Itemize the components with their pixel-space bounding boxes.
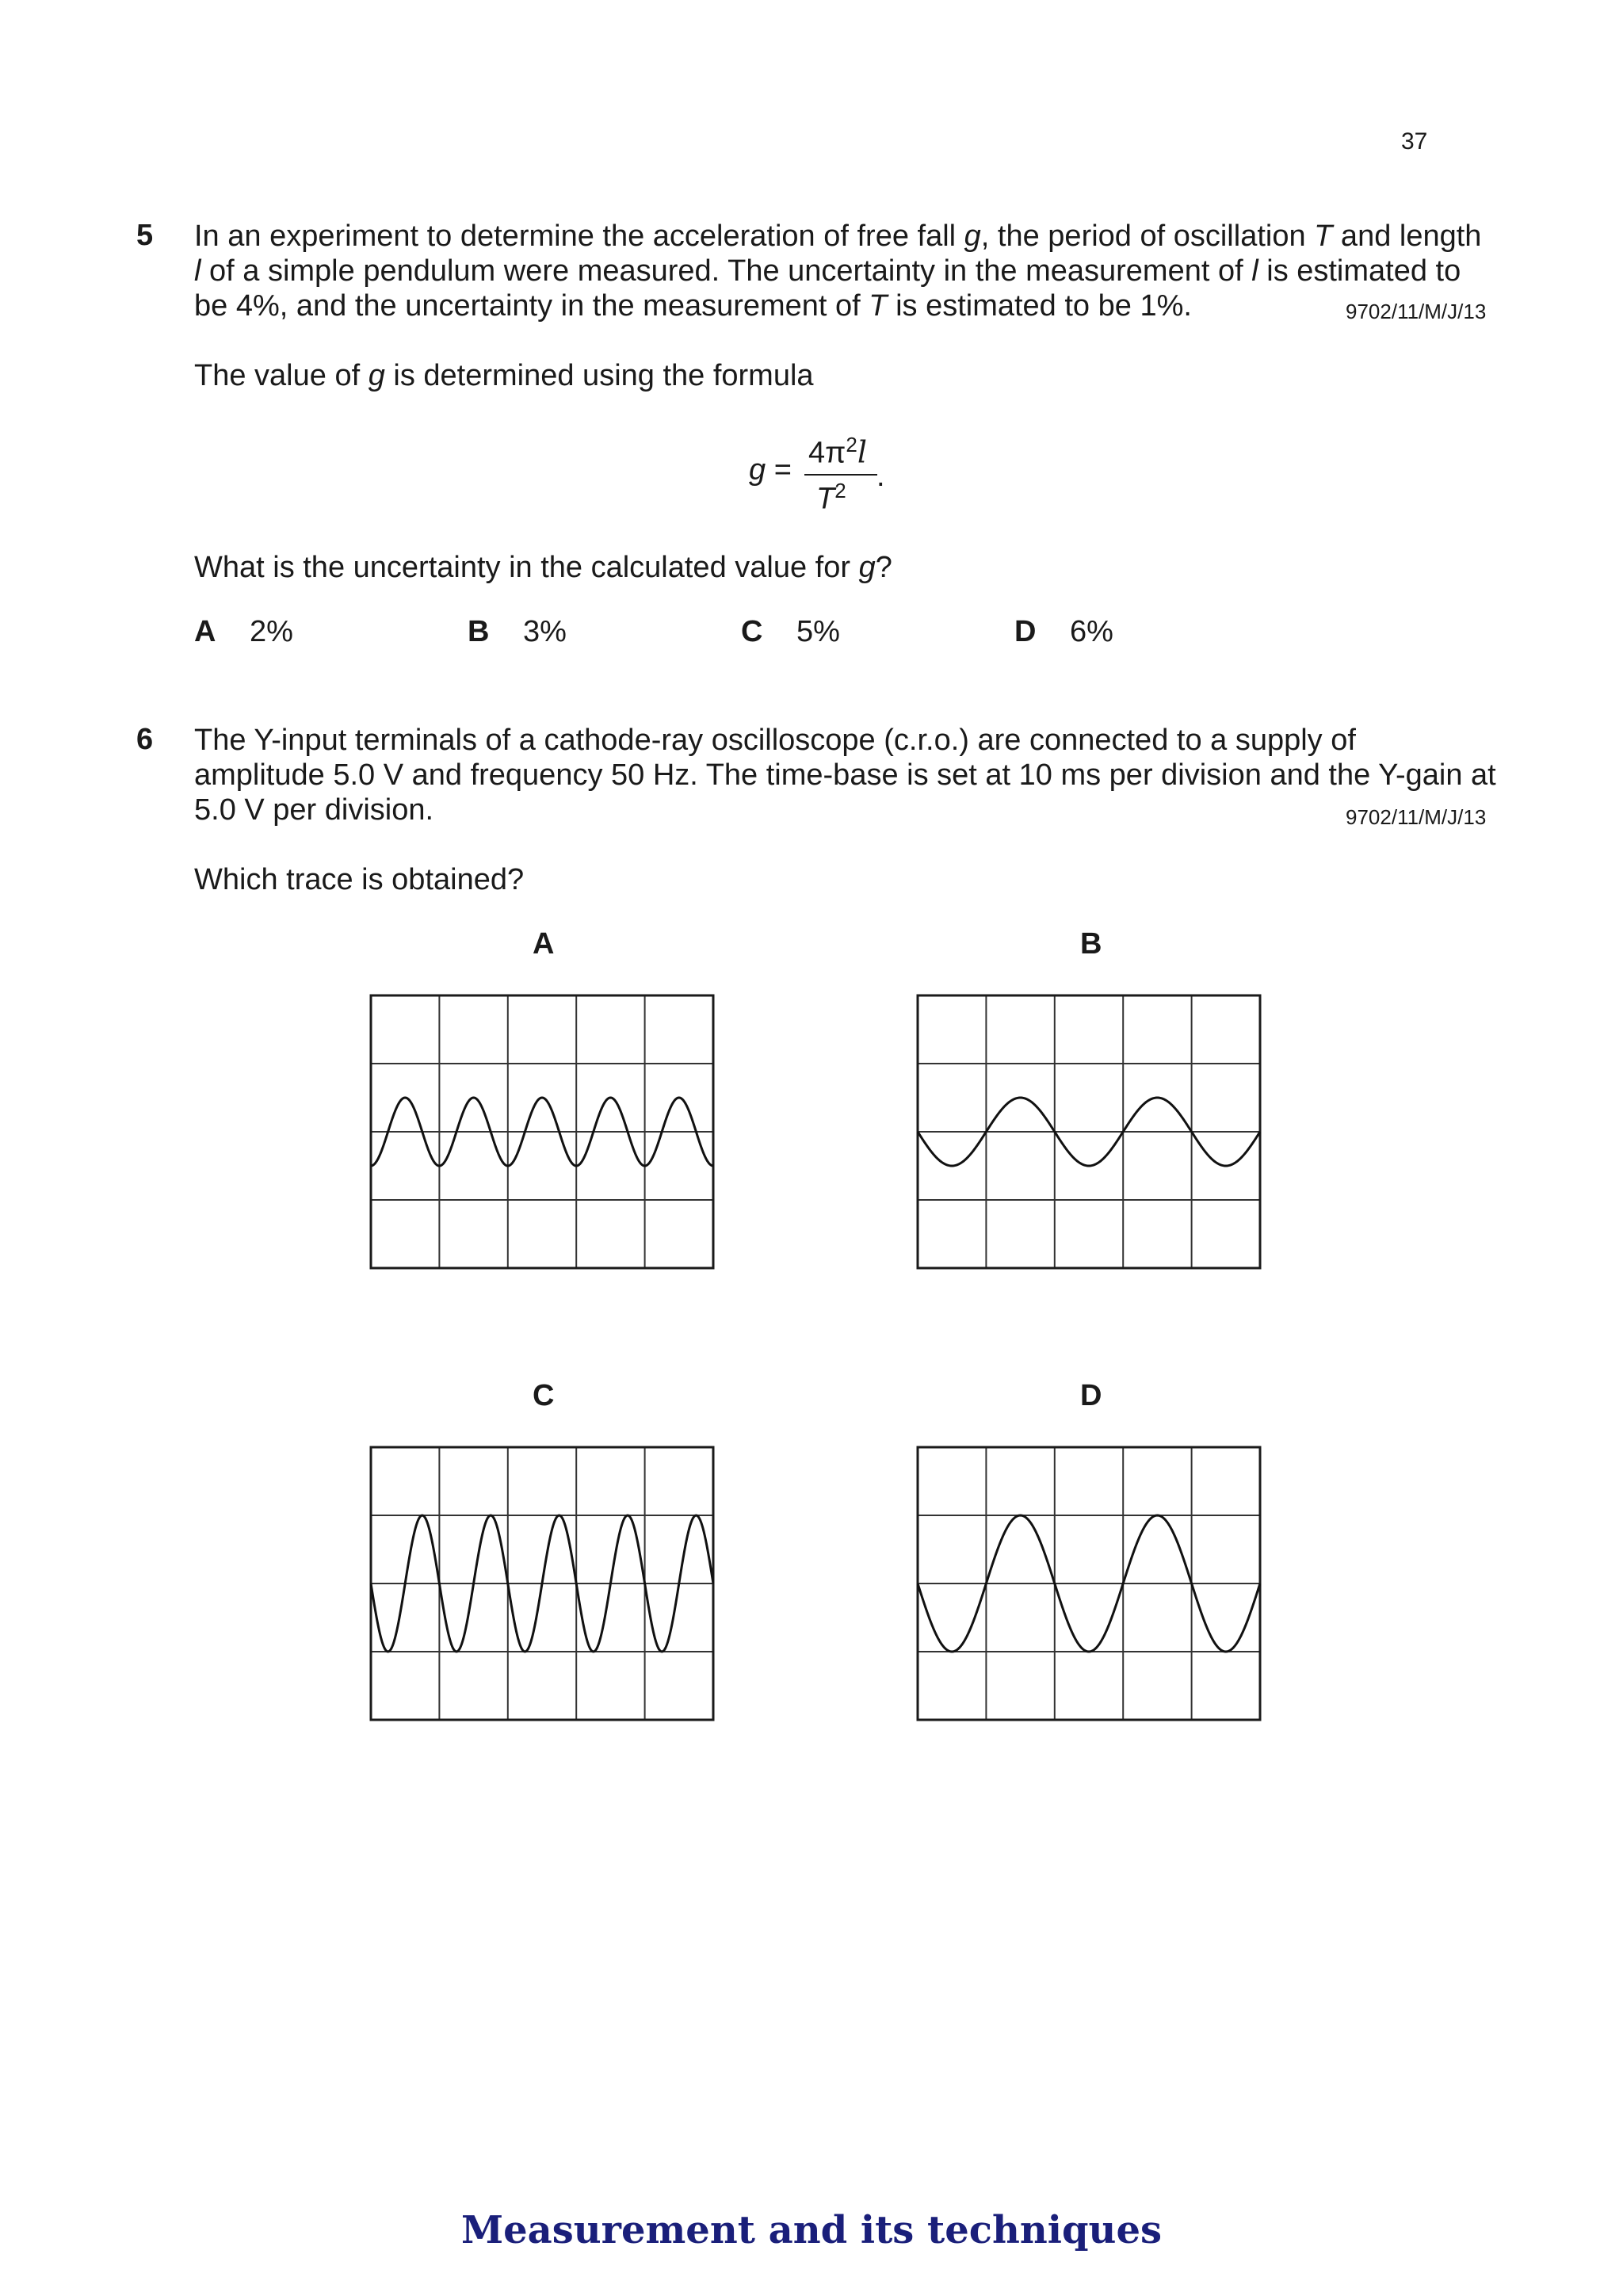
- question-5-prompt: What is the uncertainty in the calculated value for g?: [194, 551, 892, 584]
- formula-denominator: $T^2$: [816, 479, 846, 516]
- formula-lhs: g =: [749, 453, 792, 487]
- trace-d-screen[interactable]: [918, 1447, 1260, 1720]
- question-6-prompt: Which trace is obtained?: [194, 863, 525, 896]
- trace-a-screen[interactable]: [371, 995, 713, 1268]
- question-5-formula-intro: The value of g is determined using the formula: [194, 359, 814, 392]
- question-6-line-2: amplitude 5.0 V and frequency 50 Hz. The time-base is set at 10 ms per division and the Y-gain at: [194, 758, 1496, 792]
- trace-d-label: D: [1080, 1379, 1102, 1412]
- trace-c-label: C: [533, 1379, 555, 1412]
- formula-numerator: $4\pi^2l$: [808, 433, 867, 470]
- option-b[interactable]: B 3%: [468, 615, 567, 648]
- option-c[interactable]: C 5%: [741, 615, 840, 648]
- question-5-line-1: In an experiment to determine the acceleration of free fall g, the period of oscillation T and length: [194, 220, 1482, 253]
- formula-fraction-bar: [804, 474, 877, 476]
- trace-c-screen[interactable]: [371, 1447, 713, 1720]
- trace-a-label: A: [533, 927, 555, 961]
- question-6-line-3: 5.0 V per division.: [194, 793, 434, 827]
- question-5-number: 5: [136, 219, 154, 252]
- question-6-number: 6: [136, 723, 154, 756]
- question-5-reference: 9702/11/M/J/13: [1346, 300, 1487, 323]
- option-d[interactable]: D 6%: [1014, 615, 1113, 648]
- question-5-line-3: be 4%, and the uncertainty in the measurement of T is estimated to be 1%.: [194, 289, 1192, 323]
- option-a[interactable]: A 2%: [194, 615, 293, 648]
- trace-b-screen[interactable]: [918, 995, 1260, 1268]
- chapter-footer: Measurement and its techniques: [460, 2208, 1163, 2252]
- trace-b-label: B: [1080, 927, 1102, 961]
- question-5-line-2: l of a simple pendulum were measured. The uncertainty in the measurement of l is estimated to: [194, 254, 1461, 288]
- page-number: 37: [1401, 128, 1428, 155]
- question-6-reference: 9702/11/M/J/13: [1346, 805, 1487, 829]
- formula-period: .: [876, 460, 885, 493]
- question-6-line-1: The Y-input terminals of a cathode-ray oscilloscope (c.r.o.) are connected to a supply of: [194, 724, 1356, 757]
